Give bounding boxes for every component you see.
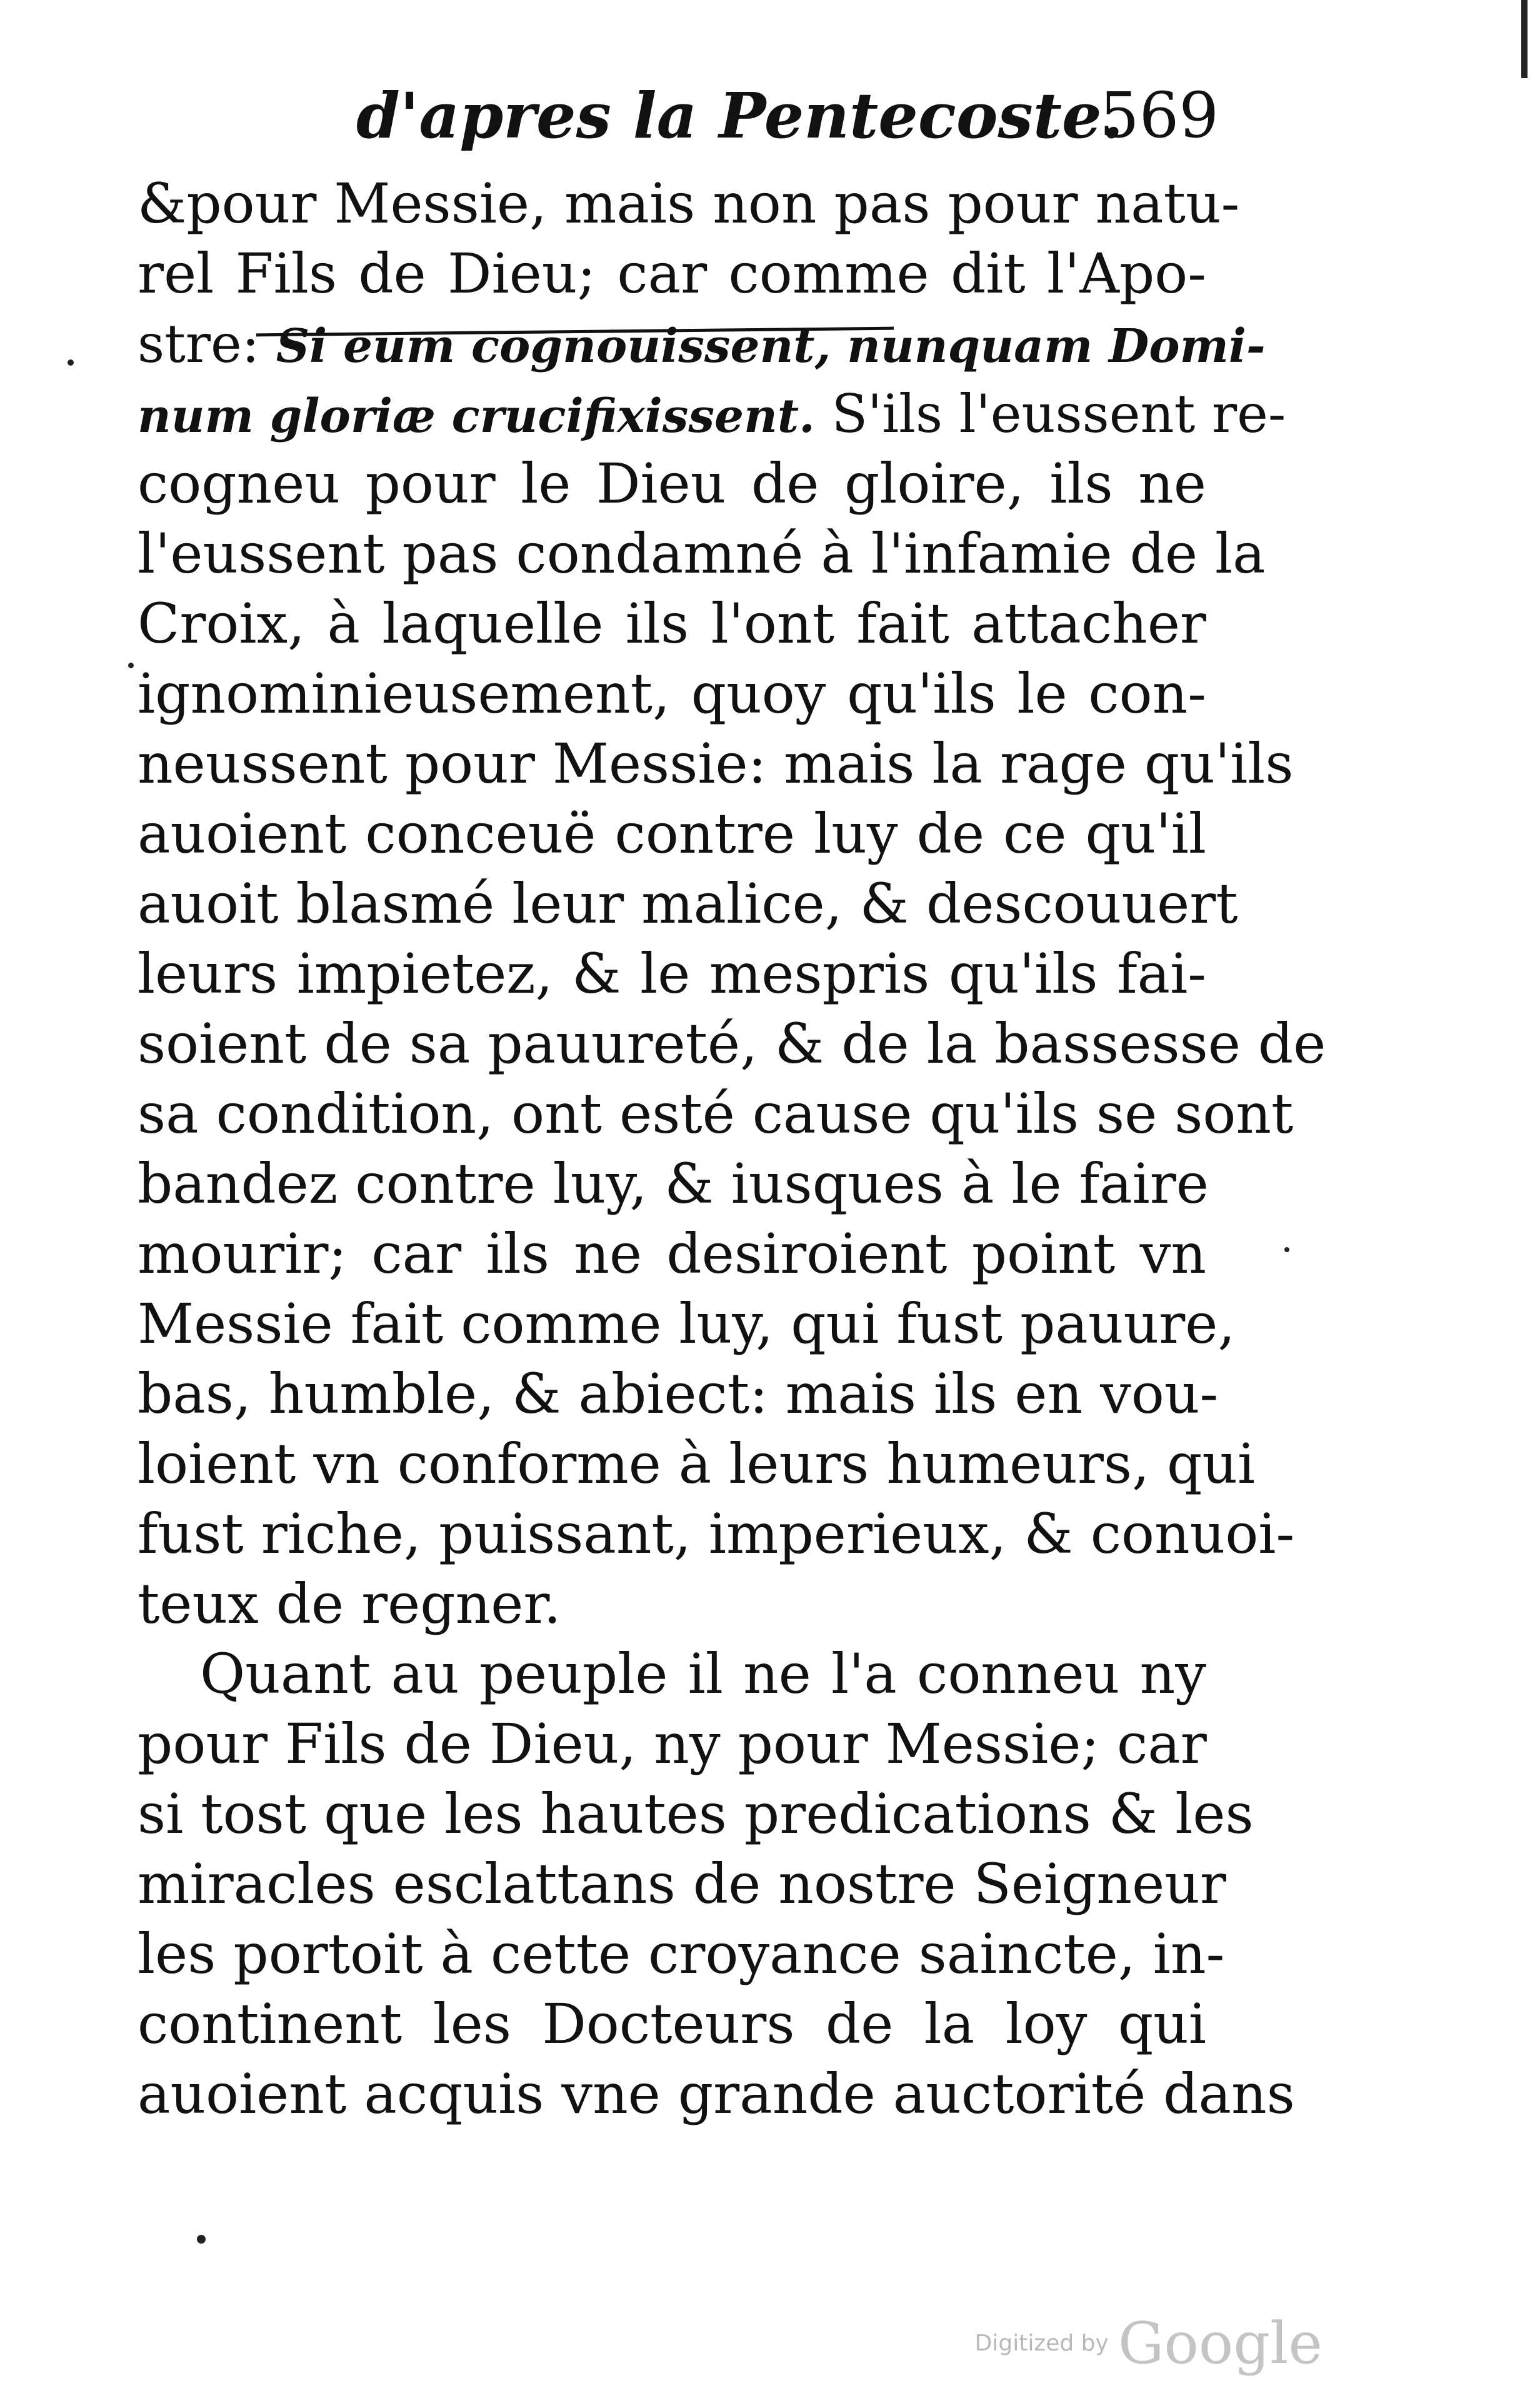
text-line: auoient conceuë contre luy de ce qu'il	[138, 801, 1206, 866]
ink-speck	[197, 2235, 206, 2244]
text-line: bas, humble, & abiect: mais ils en vou-	[138, 1362, 1219, 1426]
text-line: soient de sa pauureté, & de la bassesse de	[138, 1011, 1326, 1076]
text-line: l'eussent pas condamné à l'infamie de la	[138, 521, 1266, 586]
latin-quote: num gloriæ crucifixissent.	[138, 389, 815, 443]
text-line: teux de regner.	[138, 1572, 561, 1636]
text-line: auoient acquis vne grande auctorité dans	[138, 2062, 1295, 2126]
text-line: loient vn conforme à leurs humeurs, qui	[138, 1432, 1256, 1496]
text-line: rel Fils de Dieu; car comme dit l'Apo-	[138, 241, 1206, 306]
ink-speck	[1284, 1247, 1289, 1252]
text-line: &pour Messie, mais non pas pour natu-	[138, 171, 1240, 236]
body-text	[138, 169, 1326, 2129]
text-line: auoit blasmé leur malice, & descouuert	[138, 871, 1238, 936]
ink-speck	[128, 663, 134, 668]
page-number: 569	[1099, 79, 1219, 152]
text-line: bandez contre luy, & iusques à le faire	[138, 1151, 1209, 1216]
text-line: sa condition, ont esté cause qu'ils se sont	[138, 1081, 1294, 1146]
digitized-by-google-watermark	[975, 2310, 1322, 2377]
google-logo: Google	[1118, 2310, 1322, 2377]
text-line: Croix, à laquelle ils l'ont fait attacher	[138, 591, 1206, 656]
text-line: mourir; car ils ne desiroient point vn	[138, 1222, 1206, 1286]
running-title: d'apres la Pentecoste.	[356, 79, 1124, 153]
text-line: si tost que les hautes predications & les	[138, 1782, 1254, 1846]
quote-line	[138, 379, 1286, 449]
text-line: pour Fils de Dieu, ny pour Messie; car	[138, 1712, 1207, 1776]
text-line: ignominieusement, quoy qu'ils le con-	[138, 661, 1206, 726]
text-fragment: stre:	[138, 313, 260, 374]
text-line: Messie fait comme luy, qui fust pauure,	[138, 1292, 1236, 1356]
latin-quote: Si eum cognouissent, nunquam Domi-	[276, 319, 1266, 373]
text-fragment: S'ils l'eussent re-	[831, 383, 1286, 444]
text-line: fust riche, puissant, imperieux, & conuoi-	[138, 1502, 1295, 1566]
text-line: neussent pour Messie: mais la rage qu'ils	[138, 731, 1294, 796]
text-line: Quant au peuple il ne l'a conneu ny	[200, 1642, 1206, 1706]
text-line: continent les Docteurs de la loy qui	[138, 1992, 1206, 2056]
text-line: les portoit à cette croyance saincte, in-	[138, 1922, 1225, 1986]
text-line: leurs impietez, & le mespris qu'ils fai-	[138, 941, 1206, 1006]
page-edge-line	[1521, 0, 1528, 78]
ink-speck	[68, 359, 74, 366]
digitized-label: Digitized by	[974, 2330, 1109, 2356]
page-header	[206, 66, 1231, 159]
quote-line	[138, 309, 1266, 379]
text-line: cogneu pour le Dieu de gloire, ils ne	[138, 451, 1206, 516]
text-line: miracles esclattans de nostre Seigneur	[138, 1852, 1226, 1916]
